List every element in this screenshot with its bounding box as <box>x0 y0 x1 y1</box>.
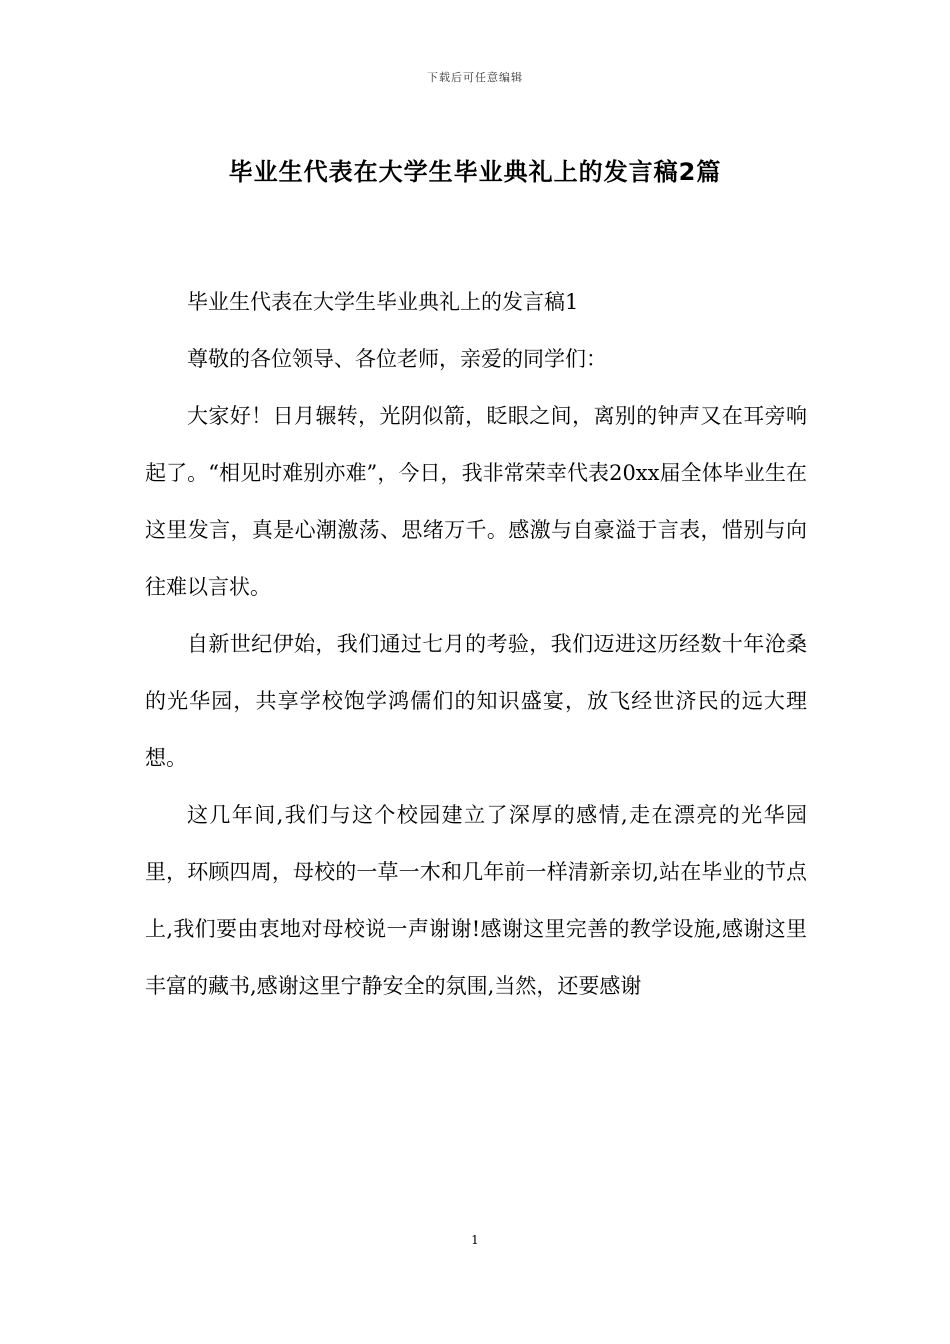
document-body <box>145 274 807 1015</box>
paragraph-subtitle: 毕业生代表在大学生毕业典礼上的发言稿1 <box>187 290 579 314</box>
paragraph-salutation: 尊敬的各位领导、各位老师，亲爱的同学们： <box>187 347 607 371</box>
page-header-note: 下载后可任意编辑 <box>427 71 523 84</box>
paragraph: 这几年间,我们与这个校园建立了深厚的感情,走在漂亮的光华园里，环顾四周，母校的一草一木和几年前一样清新亲切,站在毕业的节点上,我们要由衷地对母校说一声谢谢!感谢这里完善的教学设施,感谢这里丰富的藏书,感谢这里宁静安全的氛围,当然，还要感谢 <box>145 803 807 998</box>
paragraph: 大家好！日月辗转，光阴似箭，眨眼之间，离别的钟声又在耳旁响起了。“相见时难别亦难”，今日，我非常荣幸代表20xx届全体毕业生在这里发言，真是心潮激荡、思绪万千。感激与自豪溢于言表，惜别与向往难以言状。 <box>145 404 807 599</box>
document-title: 毕业生代表在大学生毕业典礼上的发言稿2篇 <box>228 158 722 186</box>
page-number: 1 <box>471 1233 479 1247</box>
paragraph: 自新世纪伊始，我们通过七月的考验，我们迈进这历经数十年沧桑的光华园，共享学校饱学鸿儒们的知识盛宴，放飞经世济民的远大理想。 <box>145 632 807 770</box>
